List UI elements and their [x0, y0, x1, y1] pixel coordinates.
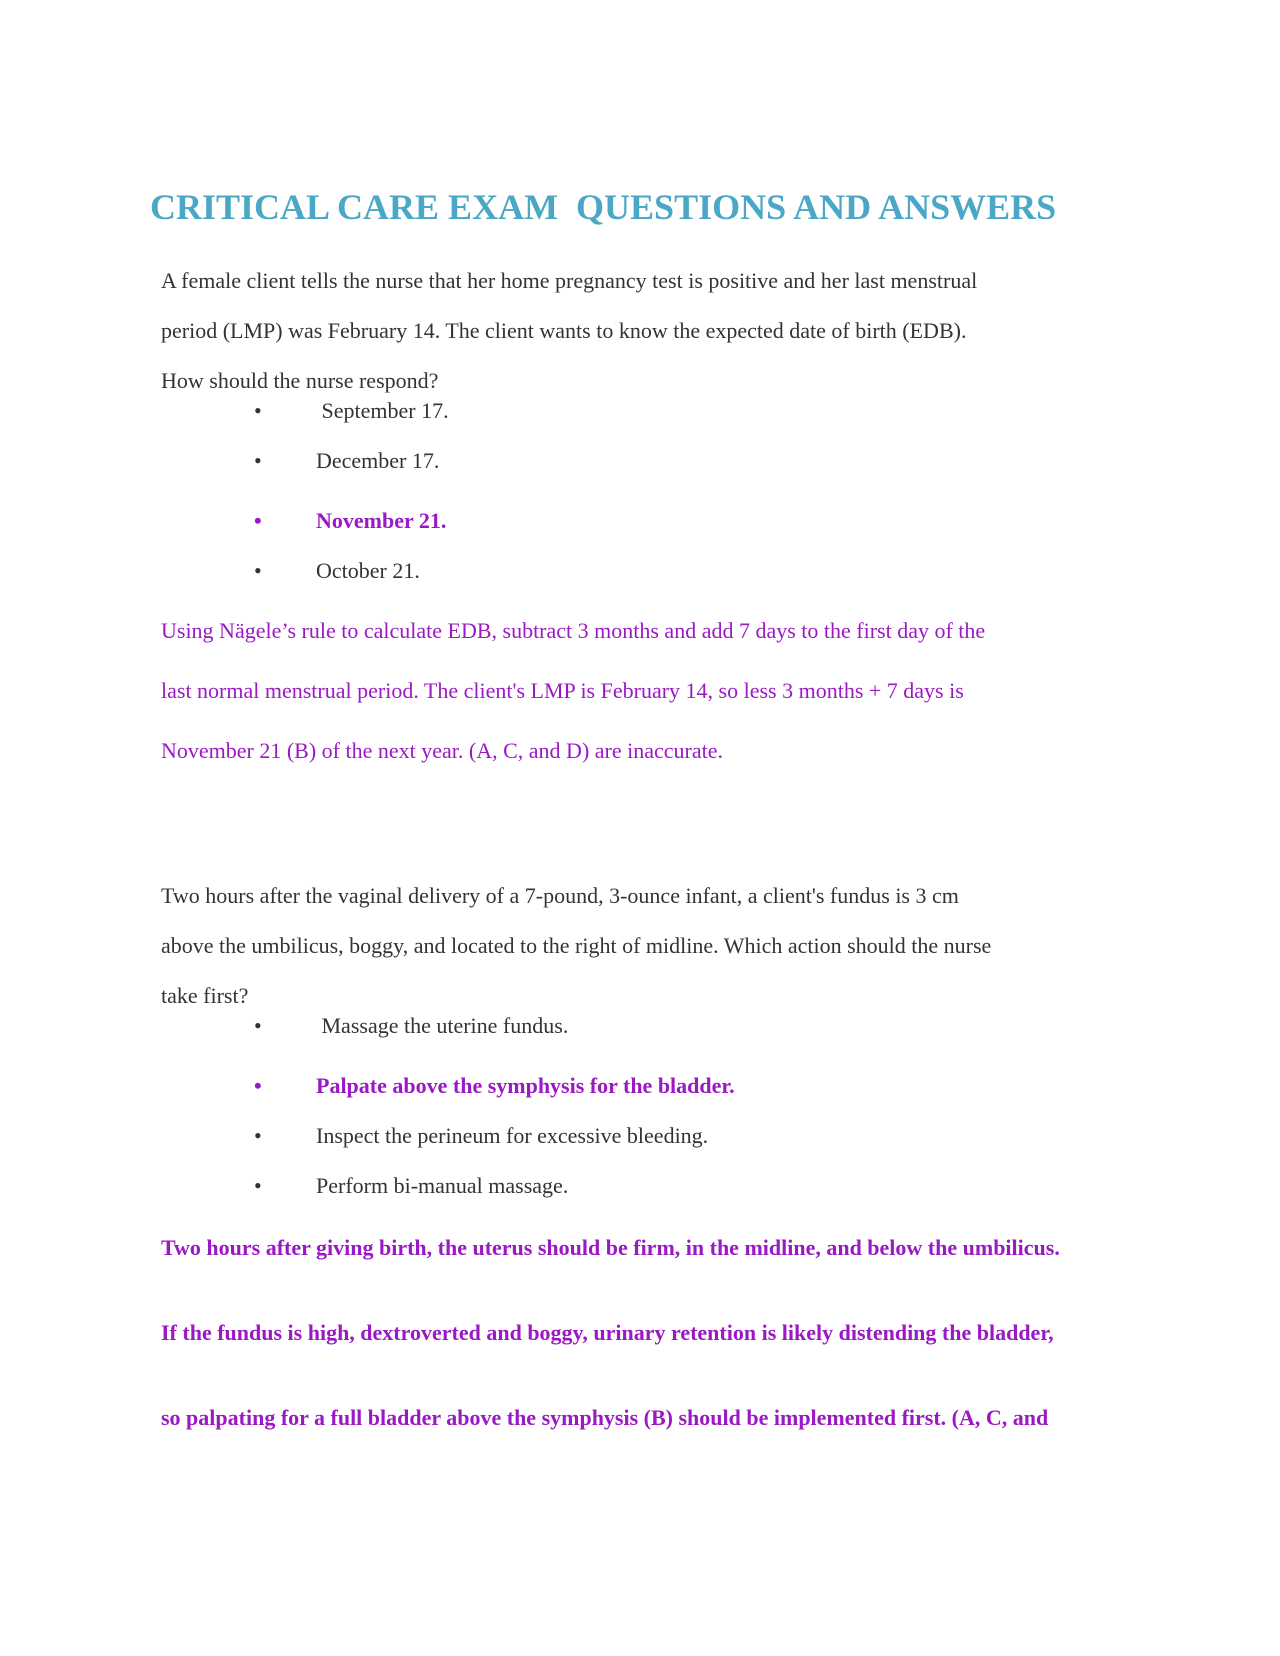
question-2-stem-line: above the umbilicus, boggy, and located to the right of midline. Which action should the nurse [161, 933, 992, 958]
question-1-rationale-line: last normal menstrual period. The client's LMP is February 14, so less 3 months + 7 days is [161, 678, 964, 703]
question-1-option-a [254, 398, 449, 424]
question-2-stem-line: take first? [161, 983, 249, 1008]
question-1-option-d [254, 558, 420, 584]
question-1-stem-line: A female client tells the nurse that her home pregnancy test is positive and her last menstrual [161, 268, 978, 293]
bullet-icon: • [254, 1013, 262, 1038]
question-2-rationale-paragraph: If the fundus is high, dextroverted and boggy, urinary retention is likely distending the bladder, [161, 1320, 1054, 1345]
question-2-rationale-paragraph: Two hours after giving birth, the uterus should be firm, in the midline, and below the umbilicus. [161, 1235, 1060, 1260]
bullet-icon: • [254, 558, 262, 583]
option-text: November 21. [316, 508, 447, 533]
question-1-option-c-correct [254, 508, 446, 534]
question-1-stem-line: period (LMP) was February 14. The client wants to know the expected date of birth (EDB). [161, 318, 967, 343]
bullet-icon: • [254, 1073, 262, 1098]
question-2-option-b-correct [254, 1073, 735, 1099]
question-2-rationale-paragraph: so palpating for a full bladder above the symphysis (B) should be implemented first. (A, C, and [161, 1405, 1049, 1430]
question-2-stem-line: Two hours after the vaginal delivery of a 7-pound, 3-ounce infant, a client's fundus is 3 cm [161, 883, 959, 908]
bullet-icon: • [254, 398, 262, 423]
question-2-option-c [254, 1123, 708, 1149]
bullet-icon: • [254, 508, 262, 533]
option-text: December 17. [316, 448, 440, 473]
question-1-rationale-line: Using Nägele’s rule to calculate EDB, subtract 3 months and add 7 days to the first day of the [161, 618, 986, 643]
question-2-option-d [254, 1173, 568, 1199]
document-title: CRITICAL CARE EXAM QUESTIONS AND ANSWERS [150, 187, 1057, 227]
question-2-option-a [254, 1013, 568, 1039]
bullet-icon: • [254, 1123, 262, 1148]
option-text: October 21. [316, 558, 420, 583]
option-text: September 17. [316, 398, 449, 423]
question-1-option-b [254, 448, 439, 474]
bullet-icon: • [254, 448, 262, 473]
option-text: Perform bi-manual massage. [316, 1173, 569, 1198]
question-1-stem-line: How should the nurse respond? [161, 368, 439, 393]
question-1-rationale-line: November 21 (B) of the next year. (A, C, and D) are inaccurate. [161, 738, 723, 763]
bullet-icon: • [254, 1173, 262, 1198]
option-text: Palpate above the symphysis for the bladder. [316, 1073, 735, 1098]
option-text: Massage the uterine fundus. [316, 1013, 569, 1038]
option-text: Inspect the perineum for excessive bleeding. [316, 1123, 709, 1148]
